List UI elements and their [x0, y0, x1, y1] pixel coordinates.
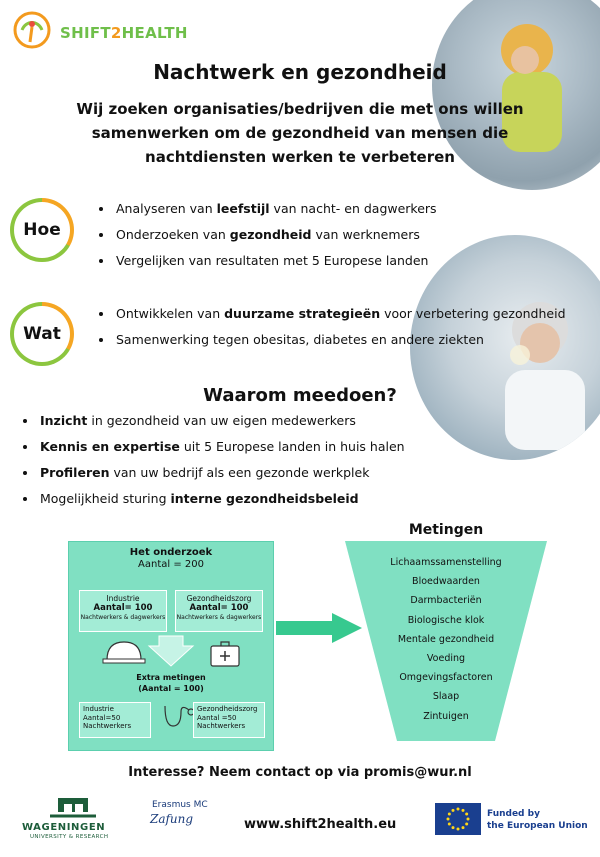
extra-industrie-box: Industrie Aantal=50 Nachtwerkers	[79, 702, 151, 738]
erasmus-logo-script: Zafung	[150, 812, 194, 826]
list-item: • Inzicht in gezondheid van uw eigen medewerkers	[38, 408, 458, 434]
list-item: • Mogelijkheid sturing interne gezondheidsbeleid	[38, 486, 458, 512]
zorg-box: Gezondheidszorg Aantal= 100 Nachtwerkers & dagwerkers	[175, 590, 263, 632]
metingen-item: Voeding	[426, 653, 466, 664]
metingen-item: Bloedwaarden	[412, 576, 480, 588]
logo-text: SHIFT2HEALTH	[60, 24, 188, 42]
industrie-box: Industrie Aantal= 100 Nachtwerkers & dagwerkers	[79, 590, 167, 632]
wur-name: WAGENINGEN	[22, 822, 106, 833]
website-link[interactable]: www.shift2health.eu	[244, 817, 397, 832]
metingen-item: Slaap	[432, 691, 460, 703]
hoe-badge: Hoe	[10, 198, 74, 262]
extra-title: Extra metingen	[136, 673, 206, 682]
list-item: • Ontwikkelen van duurzame strategieën voor verbetering gezondheid	[114, 301, 600, 327]
stethoscope-icon	[165, 706, 189, 726]
metingen-item: Mentale gezondheid	[397, 633, 495, 645]
eu-flag-icon	[435, 803, 481, 835]
list-item: • Onderzoeken van gezondheid van werknemers	[114, 222, 494, 248]
why-list	[22, 408, 458, 512]
extra-total: (Aantal = 100)	[138, 684, 204, 693]
page-subtitle: Wij zoeken organisaties/bedrijven die met ons willen samenwerken om de gezondheid van mensen die nachtdiensten werken te verbeteren	[76, 100, 524, 166]
metingen-item: Omgevingsfactoren	[399, 672, 493, 684]
erasmus-name: Erasmus MC	[152, 800, 208, 810]
metingen-item: Biologische klok	[407, 614, 485, 626]
list-item: • Analyseren van leefstijl van nacht- en dagwerkers	[114, 196, 494, 222]
list-item: • Kennis en expertise uit 5 Europese landen in huis halen	[38, 434, 458, 460]
why-title: Waarom meedoen?	[203, 385, 397, 406]
eu-funding-text: Funded by the European Union	[487, 809, 588, 831]
list-item: • Vergelijken van resultaten met 5 Europese landen	[114, 248, 494, 274]
study-diagram	[68, 541, 274, 751]
study-title: Het onderzoek	[129, 547, 213, 558]
metingen-item: Zintuigen	[423, 710, 469, 722]
contact-line: Interesse? Neem contact op via promis@wur.nl	[128, 765, 472, 780]
metingen-title: Metingen	[408, 522, 484, 538]
metingen-item: Darmbacteriën	[410, 595, 482, 607]
wat-list	[98, 301, 600, 353]
study-total: Aantal = 200	[138, 559, 204, 570]
list-item: • Samenwerking tegen obesitas, diabetes en andere ziekten	[114, 327, 600, 353]
list-item: • Profileren van uw bedrijf als een gezonde werkplek	[38, 460, 458, 486]
shift2health-logo-icon	[12, 10, 52, 50]
extra-zorg-box: Gezondheidszorg Aantal =50 Nachtwerkers	[193, 702, 265, 738]
wur-subtitle: UNIVERSITY & RESEARCH	[30, 834, 109, 840]
wat-badge: Wat	[10, 302, 74, 366]
metingen-item: Lichaamssamenstelling	[390, 557, 502, 568]
hoe-list	[98, 196, 494, 274]
helmet-icon	[107, 642, 141, 660]
page-title: Nachtwerk en gezondheid	[153, 60, 447, 84]
